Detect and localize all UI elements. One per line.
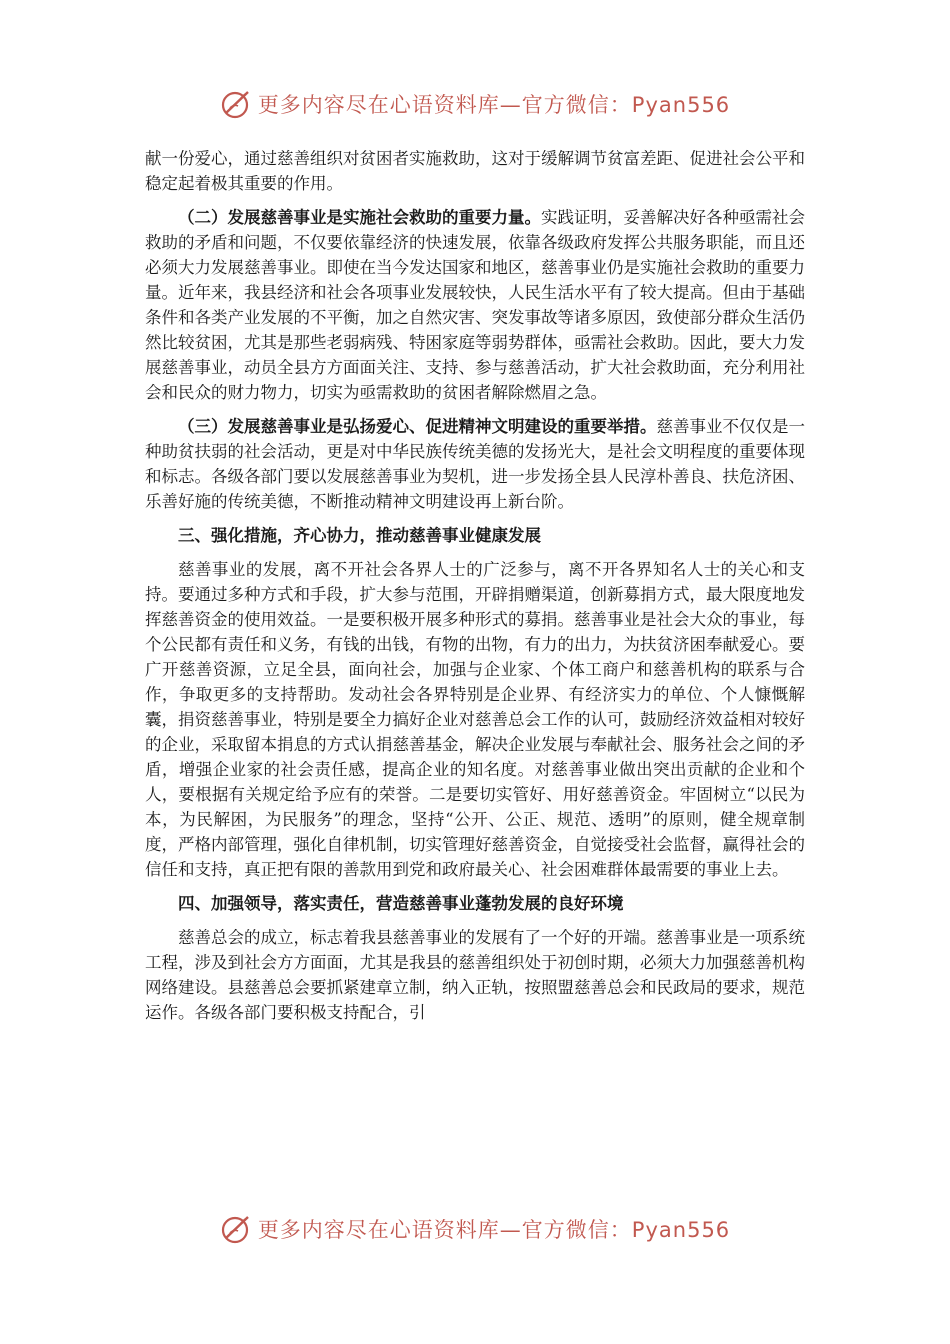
paragraph-measures: 慈善事业的发展，离不开社会各界人士的广泛参与，离不开各界知名人士的关心和支持。要通过多种方式和手段，扩大参与范围，开辟捐赠渠道，创新募捐方式，最大限度地发挥慈善资金的使用效益。一是要积极开展多种形式的募捐。慈善事业是社会大众的事业，每个公民都有责任和义务，有钱的出钱，有物的出物，有力的出力，为扶贫济困奉献爱心。要广开慈善资源，立足全县，面向社会，加强与企业家、个体工商户和慈善机构的联系与合作，争取更多的支持帮助。发动社会各界特别是企业界、有经济实力的单位、个人慷慨解囊，捐资慈善事业，特别是要全力搞好企业对慈善总会工作的认可，鼓励经济效益相对较好的企业，采取留本捐息的方式认捐慈善基金，解决企业发展与奉献社会、服务社会之间的矛盾，增强企业家的社会责任感，提高企业的知名度。对慈善事业做出突出贡献的企业和个人，要根据有关规定给予应有的荣誉。二是要切实管好、用好慈善资金。牢固树立“以民为本，为民解困，为民服务”的理念，坚持“公开、公正、规范、透明”的原则，健全规章制度，严格内部管理，强化自律机制，切实管理好慈善资金，自觉接受社会监督，赢得社会的信任和支持，真正把有限的善款用到党和政府最关心、社会困难群体最需要的事业上去。 xyxy=(145,560,805,879)
paragraph-text: 慈善事业不仅仅是一种助贫扶弱的社会活动，更是对中华民族传统美德的发扬光大，是社会文明程度的重要体现和标志。各级各部门要以发展慈善事业为契机，进一步发扬全县人民淳朴善良、扶危济困、乐善好施的传统美德，不断推动精神文明建设再上新台阶。 xyxy=(145,417,805,511)
bottom-banner xyxy=(0,1207,950,1251)
document-body xyxy=(145,146,805,1034)
paragraph-leadership: 慈善总会的成立，标志着我县慈善事业的发展有了一个好的开端。慈善事业是一项系统工程，涉及到社会方方面面，尤其是我县的慈善组织处于初创时期，必须大力加强慈善机构网络建设。县慈善总会要抓紧建章立制，纳入正轨，按照盟慈善总会和民政局的要求，规范运作。各级各部门要积极支持配合，引 xyxy=(145,928,805,1022)
banner-text: 更多内容尽在心语资料库—官方微信：Pyan556 xyxy=(257,1218,731,1242)
paragraph-lead: （二）发展慈善事业是实施社会救助的重要力量。 xyxy=(178,208,541,227)
top-banner xyxy=(0,82,950,126)
quill-pen-circle-icon xyxy=(220,87,254,121)
quill-pen-circle-icon xyxy=(220,1212,254,1246)
paragraph-continued: 献一份爱心，通过慈善组织对贫困者实施救助，这对于缓解调节贫富差距、促进社会公平和稳定起着极其重要的作用。 xyxy=(145,149,805,193)
paragraph-spiritual-civilization xyxy=(145,414,805,514)
section-heading-four: 四、加强领导，落实责任，营造慈善事业蓬勃发展的良好环境 xyxy=(178,894,624,913)
paragraph-social-relief xyxy=(145,205,805,405)
paragraph-lead: （三）发展慈善事业是弘扬爱心、促进精神文明建设的重要举措。 xyxy=(178,417,657,436)
banner-text: 更多内容尽在心语资料库—官方微信：Pyan556 xyxy=(257,93,731,117)
section-heading-three: 三、强化措施，齐心协力，推动慈善事业健康发展 xyxy=(178,526,541,545)
paragraph-text: 实践证明，妥善解决好各种亟需社会救助的矛盾和问题，不仅要依靠经济的快速发展，依靠各级政府发挥公共服务职能，而且还必须大力发展慈善事业。即使在当今发达国家和地区，慈善事业仍是实施社会救助的重要力量。近年来，我县经济和社会各项事业发展较快，人民生活水平有了较大提高。但由于基础条件和各类产业发展的不平衡，加之自然灾害、突发事故等诸多原因，致使部分群众生活仍然比较贫困，尤其是那些老弱病残、特困家庭等弱势群体，亟需社会救助。因此，要大力发展慈善事业，动员全县方方面面关注、支持、参与慈善活动，扩大社会救助面，充分利用社会和民众的财力物力，切实为亟需救助的贫困者解除燃眉之急。 xyxy=(145,208,805,402)
